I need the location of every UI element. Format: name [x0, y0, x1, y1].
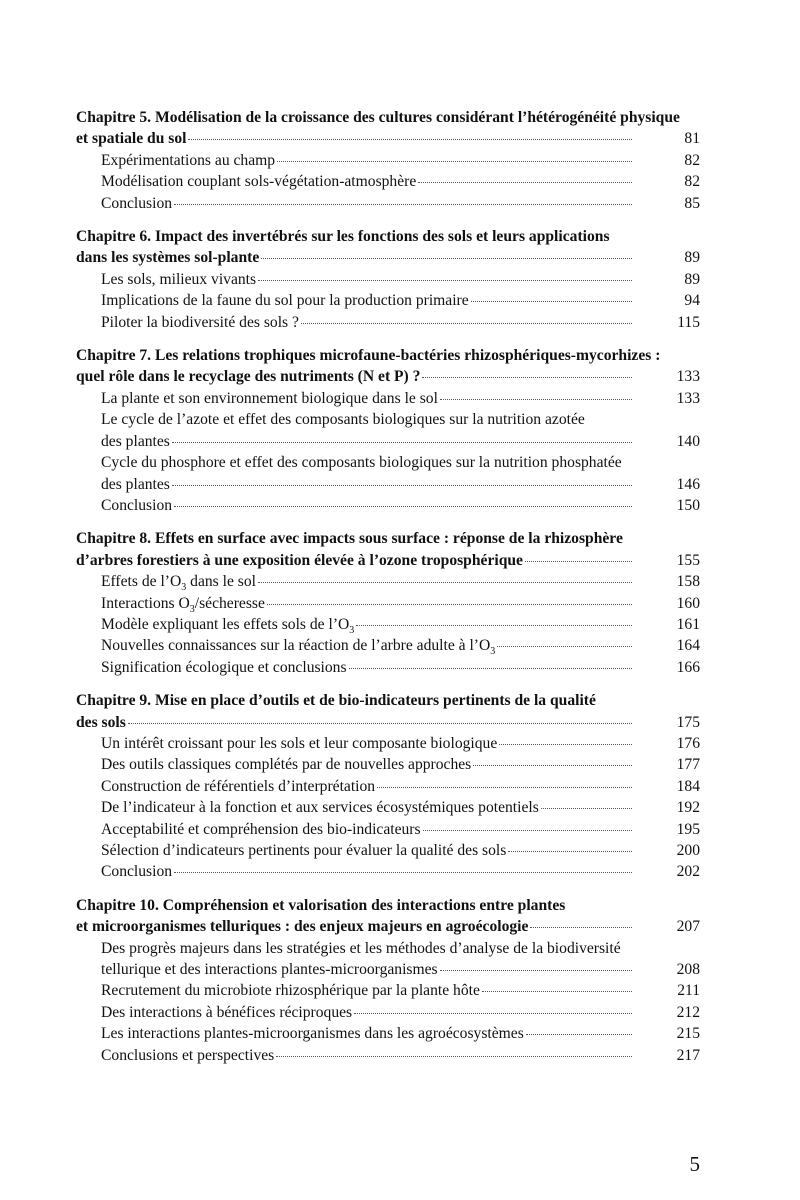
entry-title: Acceptabilité et compréhension des bio-indicateurs	[101, 820, 421, 838]
chapter-title-line	[76, 128, 700, 149]
dot-leader	[354, 1013, 632, 1014]
chapter-title-line	[76, 366, 700, 387]
page-ref: 140	[676, 432, 700, 450]
page-ref: 164	[676, 637, 700, 655]
dot-leader	[440, 399, 632, 400]
entry-title: Des interactions à bénéfices réciproques	[101, 1003, 353, 1021]
toc-entry	[76, 1023, 700, 1044]
toc-entry	[76, 1002, 700, 1023]
entry-title: Signification écologique et conclusions	[101, 658, 347, 676]
entry-title: Des progrès majeurs dans les stratégies et les méthodes d’analyse de la biodiversité	[101, 939, 621, 957]
chapter-title-line	[76, 712, 700, 733]
page-ref: 158	[676, 573, 700, 591]
dot-leader	[188, 139, 632, 140]
chapter-title: Chapitre 7. Les relations trophiques microfaune-bactéries rhizosphériques-mycorhizes :	[76, 347, 661, 365]
chapter-block	[76, 895, 700, 1066]
entry-title: Les interactions plantes-microorganismes dans les agroécosystèmes	[101, 1025, 524, 1043]
toc-entry	[76, 614, 700, 635]
toc-entry	[76, 635, 700, 656]
table-of-contents	[76, 107, 700, 1078]
dot-leader	[277, 161, 632, 162]
page-ref: 115	[677, 313, 700, 331]
toc-entry	[76, 409, 700, 452]
page-ref: 155	[676, 551, 700, 569]
dot-leader	[422, 377, 632, 378]
subscript: 3	[189, 603, 195, 615]
toc-entry	[76, 171, 700, 192]
entry-title	[101, 571, 256, 592]
entry-title-part: Interactions O	[101, 594, 190, 612]
dot-leader	[482, 991, 632, 992]
chapter-title-cont: d’arbres forestiers à une exposition élevée à l’ozone troposphérique	[76, 551, 523, 569]
entry-title: Conclusion	[101, 194, 173, 212]
dot-leader	[525, 561, 632, 562]
toc-entry	[76, 980, 700, 1001]
toc-entry	[76, 733, 700, 754]
dot-leader	[530, 927, 632, 928]
dot-leader	[128, 723, 632, 724]
page-ref: 160	[676, 594, 700, 612]
chapter-block	[76, 690, 700, 883]
chapter-title-line	[76, 916, 700, 937]
page-ref: 215	[676, 1025, 700, 1043]
toc-entry	[76, 754, 700, 775]
entry-title: Des outils classiques complétés par de nouvelles approches	[101, 756, 472, 774]
toc-entry	[76, 452, 700, 495]
chapter-title-cont: dans les systèmes sol-plante	[76, 249, 260, 267]
toc-entry	[76, 290, 700, 311]
dot-leader	[174, 506, 632, 507]
chapter-title-line	[76, 550, 700, 571]
entry-title	[101, 593, 265, 614]
chapter-block	[76, 528, 700, 678]
dot-leader	[276, 1056, 632, 1057]
dot-leader	[356, 625, 632, 626]
entry-title-part: Nouvelles connaissances sur la réaction de l’arbre adulte à l’O	[101, 637, 491, 655]
entry-title: Conclusions et perspectives	[101, 1046, 275, 1064]
dot-leader	[499, 744, 632, 745]
dot-leader	[172, 442, 632, 443]
dot-leader	[377, 787, 632, 788]
entry-title: Un intérêt croissant pour les sols et leur composante biologique	[101, 734, 498, 752]
page-ref: 133	[676, 389, 700, 407]
page-ref: 211	[677, 982, 700, 1000]
subscript: 3	[490, 646, 496, 658]
chapter-title: Chapitre 9. Mise en place d’outils et de bio-indicateurs pertinents de la qualité	[76, 692, 596, 710]
dot-leader	[267, 604, 632, 605]
dot-leader	[473, 765, 632, 766]
page-ref: 85	[684, 194, 700, 212]
toc-entry	[76, 840, 700, 861]
toc-entry	[76, 657, 700, 678]
toc-entry	[76, 819, 700, 840]
page-ref: 177	[676, 756, 700, 774]
entry-title: tellurique et des interactions plantes-microorganismes	[101, 961, 438, 979]
dot-leader	[349, 668, 632, 669]
page-ref: 146	[676, 475, 700, 493]
dot-leader	[172, 485, 632, 486]
dot-leader	[301, 323, 632, 324]
entry-title: Sélection d’indicateurs pertinents pour évaluer la qualité des sols	[101, 842, 507, 859]
dot-leader	[526, 1034, 632, 1035]
entry-title: Cycle du phosphore et effet des composants biologiques sur la nutrition phosphatée	[101, 454, 622, 472]
dot-leader	[174, 204, 632, 205]
entry-title: Modélisation couplant sols-végétation-atmosphère	[101, 173, 417, 191]
entry-title	[101, 614, 354, 635]
toc-entry	[76, 593, 700, 614]
dot-leader	[471, 301, 632, 302]
entry-title: Le cycle de l’azote et effet des composants biologiques sur la nutrition azotée	[101, 411, 585, 429]
page-ref: 94	[684, 292, 700, 310]
chapter-title-cont: et microorganismes telluriques : des enjeux majeurs en agroécologie	[76, 918, 529, 936]
toc-entry	[76, 388, 700, 409]
page-ref: 200	[676, 842, 700, 859]
dot-leader	[541, 808, 632, 809]
page-ref: 207	[676, 918, 700, 936]
page-ref: 82	[684, 173, 700, 191]
toc-entry	[76, 861, 700, 882]
page-ref: 184	[676, 777, 700, 795]
subscript: 3	[181, 582, 187, 594]
chapter-title-cont: quel rôle dans le recyclage des nutriments (N et P) ?	[76, 368, 421, 386]
dot-leader	[423, 830, 632, 831]
entry-title: des plantes	[101, 475, 170, 493]
page-ref: 192	[676, 799, 700, 817]
page-ref: 176	[676, 734, 700, 752]
entry-title	[101, 635, 495, 656]
page-ref: 195	[676, 820, 700, 838]
entry-title: Conclusion	[101, 863, 173, 881]
page-ref: 150	[676, 496, 700, 514]
dot-leader	[261, 258, 632, 259]
chapter-title: Chapitre 10. Compréhension et valorisation des interactions entre plantes	[76, 896, 566, 914]
chapter-block	[76, 345, 700, 516]
page-ref: 166	[676, 658, 700, 676]
page-ref: 208	[676, 961, 700, 979]
page-ref: 175	[676, 713, 700, 731]
toc-entry	[76, 193, 700, 214]
chapter-title-cont: des sols	[76, 713, 126, 731]
entry-title: Piloter la biodiversité des sols ?	[101, 313, 299, 331]
dot-leader	[258, 582, 632, 583]
chapter-title: Chapitre 8. Effets en surface avec impacts sous surface : réponse de la rhizosphère	[76, 530, 623, 548]
chapter-title-cont: et spatiale du sol	[76, 130, 187, 148]
chapter-title: Chapitre 5. Modélisation de la croissance des cultures considérant l’hétérogénéité physique	[76, 109, 680, 126]
entry-title-part: dans le sol	[186, 573, 256, 591]
chapter-title: Chapitre 6. Impact des invertébrés sur les fonctions des sols et leurs applications	[76, 228, 610, 246]
page-ref: 202	[676, 863, 700, 881]
toc-entry	[76, 312, 700, 333]
chapter-title-line	[76, 247, 700, 268]
page-ref: 82	[684, 151, 700, 169]
dot-leader	[418, 182, 632, 183]
entry-title: La plante et son environnement biologique dans le sol	[101, 389, 438, 407]
toc-entry	[76, 495, 700, 516]
toc-entry	[76, 1045, 700, 1066]
entry-title: des plantes	[101, 432, 170, 450]
page-number: 5	[689, 1152, 700, 1176]
entry-title: De l’indicateur à la fonction et aux services écosystémiques potentiels	[101, 799, 539, 817]
toc-entry	[76, 269, 700, 290]
dot-leader	[497, 646, 632, 647]
page-ref: 81	[684, 130, 700, 148]
entry-title-part: /sécheresse	[194, 594, 265, 612]
page-ref: 161	[676, 615, 700, 633]
entry-title: Conclusion	[101, 496, 173, 514]
toc-entry	[76, 776, 700, 797]
entry-title: Expérimentations au champ	[101, 151, 276, 169]
entry-title: Implications de la faune du sol pour la production primaire	[101, 292, 469, 310]
dot-leader	[440, 970, 632, 971]
toc-entry	[76, 571, 700, 592]
chapter-block	[76, 226, 700, 333]
entry-title: Les sols, milieux vivants	[101, 270, 257, 288]
toc-entry	[76, 150, 700, 171]
dot-leader	[258, 280, 632, 281]
toc-entry	[76, 797, 700, 818]
subscript: 3	[349, 624, 355, 636]
page-ref: 89	[684, 270, 700, 288]
dot-leader	[174, 872, 632, 873]
toc-entry	[76, 938, 700, 981]
entry-title: Recrutement du microbiote rhizosphérique par la plante hôte	[101, 982, 480, 1000]
page-ref: 212	[676, 1003, 700, 1021]
dot-leader	[508, 851, 632, 852]
entry-title-part: Modèle expliquant les effets sols de l’O	[101, 615, 350, 633]
entry-title: Construction de référentiels d’interprétation	[101, 777, 376, 795]
chapter-block	[76, 107, 700, 214]
page-ref: 217	[676, 1046, 700, 1064]
page-ref: 89	[684, 249, 700, 267]
page-ref: 133	[676, 368, 700, 386]
entry-title-part: Effets de l’O	[101, 573, 182, 591]
